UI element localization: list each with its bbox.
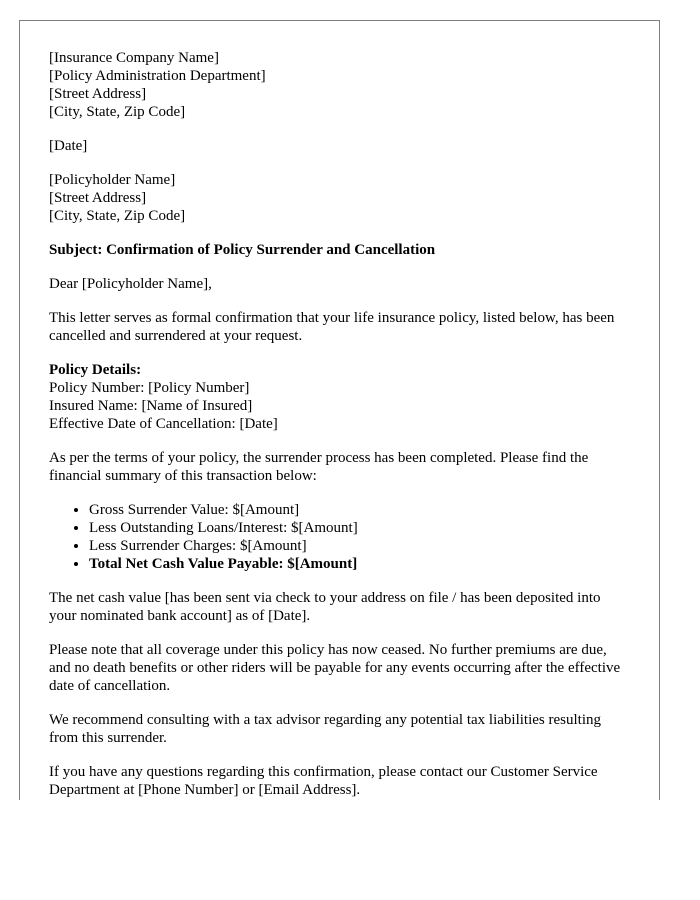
salutation: Dear [Policyholder Name], bbox=[49, 276, 212, 292]
list-item-charges: • Less Surrender Charges: $[Amount] bbox=[89, 537, 631, 555]
policy-number: Policy Number: [Policy Number] bbox=[49, 380, 250, 396]
list-item-total: • Total Net Cash Value Payable: $[Amount] bbox=[89, 555, 631, 573]
recipient-name: [Policyholder Name] bbox=[49, 172, 176, 188]
sender-company: [Insurance Company Name] bbox=[49, 50, 219, 66]
date-text: [Date] bbox=[49, 138, 88, 154]
policy-details-heading: Policy Details: bbox=[49, 362, 142, 378]
list-item-loans: • Less Outstanding Loans/Interest: $[Amount] bbox=[89, 519, 631, 537]
financial-summary-list bbox=[49, 501, 631, 573]
insured-name: Insured Name: [Name of Insured] bbox=[49, 398, 253, 414]
payment-paragraph: The net cash value [has been sent via check to your address on file / has been deposited into your nominated bank account] as of [Date]. bbox=[49, 590, 601, 624]
coverage-paragraph: Please note that all coverage under this policy has now ceased. No further premiums are due, and no death benefits or other riders will be payable for any events occurring after the effective date of cancellation. bbox=[49, 642, 621, 694]
sender-address bbox=[49, 49, 631, 121]
letter-date bbox=[49, 137, 631, 155]
policy-details bbox=[49, 361, 631, 433]
sender-street: [Street Address] bbox=[49, 86, 147, 102]
tax-paragraph: We recommend consulting with a tax advisor regarding any potential tax liabilities resulting from this surrender. bbox=[49, 712, 601, 746]
letter-page bbox=[19, 20, 660, 800]
sender-department: [Policy Administration Department] bbox=[49, 68, 266, 84]
recipient-street: [Street Address] bbox=[49, 190, 147, 206]
intro-paragraph: This letter serves as formal confirmation that your life insurance policy, listed below, has been cancelled and surrendered at your request. bbox=[49, 310, 615, 344]
recipient-address bbox=[49, 171, 631, 225]
contact-paragraph: If you have any questions regarding this confirmation, please contact our Customer Service Department at [Phone Number] or [Email Address]. bbox=[49, 764, 598, 798]
sender-city: [City, State, Zip Code] bbox=[49, 104, 186, 120]
subject-line: Subject: Confirmation of Policy Surrender and Cancellation bbox=[49, 242, 436, 258]
process-paragraph: As per the terms of your policy, the surrender process has been completed. Please find the financial summary of this transaction below: bbox=[49, 450, 589, 484]
recipient-city: [City, State, Zip Code] bbox=[49, 208, 186, 224]
list-item-gross: • Gross Surrender Value: $[Amount] bbox=[89, 501, 631, 519]
effective-date: Effective Date of Cancellation: [Date] bbox=[49, 416, 278, 432]
